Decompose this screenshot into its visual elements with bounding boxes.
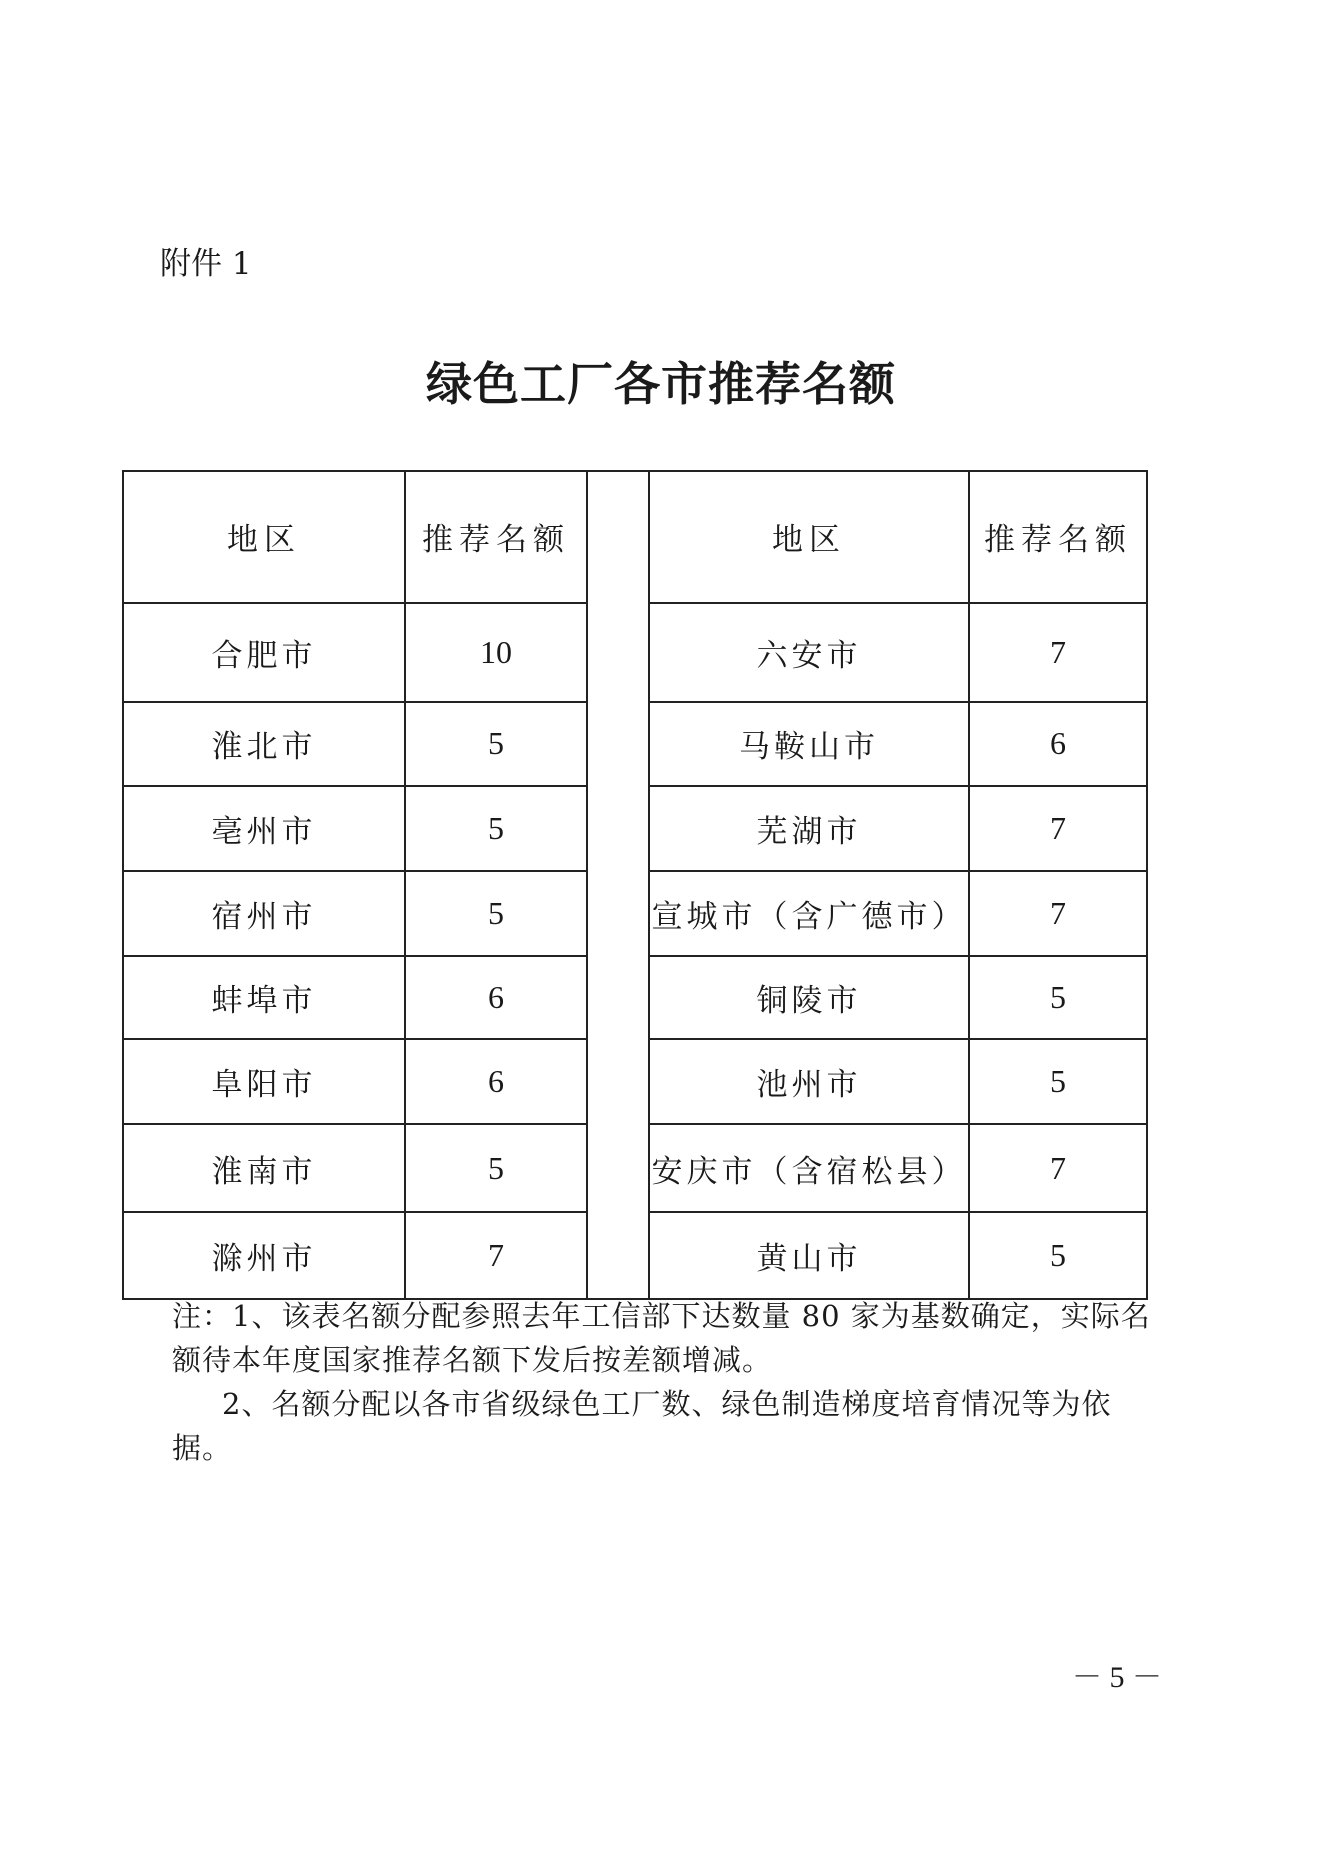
left-region-cell: 亳州市	[123, 786, 405, 871]
quota-table	[122, 470, 1148, 1300]
left-quota-cell: 7	[405, 1212, 587, 1299]
right-region-cell: 铜陵市	[649, 956, 969, 1039]
attachment-label: 附件 1	[160, 246, 252, 282]
right-region-cell: 芜湖市	[649, 786, 969, 871]
right-quota-cell: 6	[969, 702, 1147, 785]
note-2-text: 2、名额分配以各市省级绿色工厂数、绿色制造梯度培育情况等为依据。	[172, 1387, 1112, 1465]
page-number: － 5 －	[1072, 1661, 1162, 1694]
right-quota-cell: 7	[969, 1124, 1147, 1211]
left-region-cell: 合肥市	[123, 603, 405, 702]
right-quota-cell: 5	[969, 1039, 1147, 1124]
table-header-row	[123, 471, 1147, 603]
right-region-cell: 池州市	[649, 1039, 969, 1124]
left-region-cell: 滁州市	[123, 1212, 405, 1299]
left-region-cell: 阜阳市	[123, 1039, 405, 1124]
right-region-cell: 马鞍山市	[649, 702, 969, 785]
right-quota-cell: 7	[969, 603, 1147, 702]
note-1: 注：1、该表名额分配参照去年工信部下达数量 80 家为基数确定，实际名额待本年度国家推荐名额下发后按差额增减。	[172, 1299, 1151, 1377]
left-quota-cell: 5	[405, 702, 587, 785]
left-quota-cell: 10	[405, 603, 587, 702]
table-gap	[587, 471, 649, 1299]
left-region-cell: 宿州市	[123, 871, 405, 956]
left-region-cell: 淮南市	[123, 1124, 405, 1211]
left-quota-cell: 5	[405, 786, 587, 871]
right-quota-cell: 7	[969, 786, 1147, 871]
left-quota-cell: 6	[405, 956, 587, 1039]
right-region-cell: 黄山市	[649, 1212, 969, 1299]
right-region-cell: 六安市	[649, 603, 969, 702]
left-quota-cell: 5	[405, 1124, 587, 1211]
right-quota-cell: 7	[969, 871, 1147, 956]
left-quota-cell: 6	[405, 1039, 587, 1124]
right-region-cell: 安庆市（含宿松县）	[649, 1124, 969, 1211]
right-quota-cell: 5	[969, 956, 1147, 1039]
right-quota-cell: 5	[969, 1212, 1147, 1299]
left-quota-cell: 5	[405, 871, 587, 956]
note-2	[172, 1382, 1162, 1470]
header-region-left: 地区	[123, 471, 405, 603]
header-quota-left: 推荐名额	[405, 471, 587, 603]
right-region-cell: 宣城市（含广德市）	[649, 871, 969, 956]
header-region-right: 地区	[649, 471, 969, 603]
page-title: 绿色工厂各市推荐名额	[426, 357, 896, 411]
header-quota-right: 推荐名额	[969, 471, 1147, 603]
left-region-cell: 淮北市	[123, 702, 405, 785]
left-region-cell: 蚌埠市	[123, 956, 405, 1039]
